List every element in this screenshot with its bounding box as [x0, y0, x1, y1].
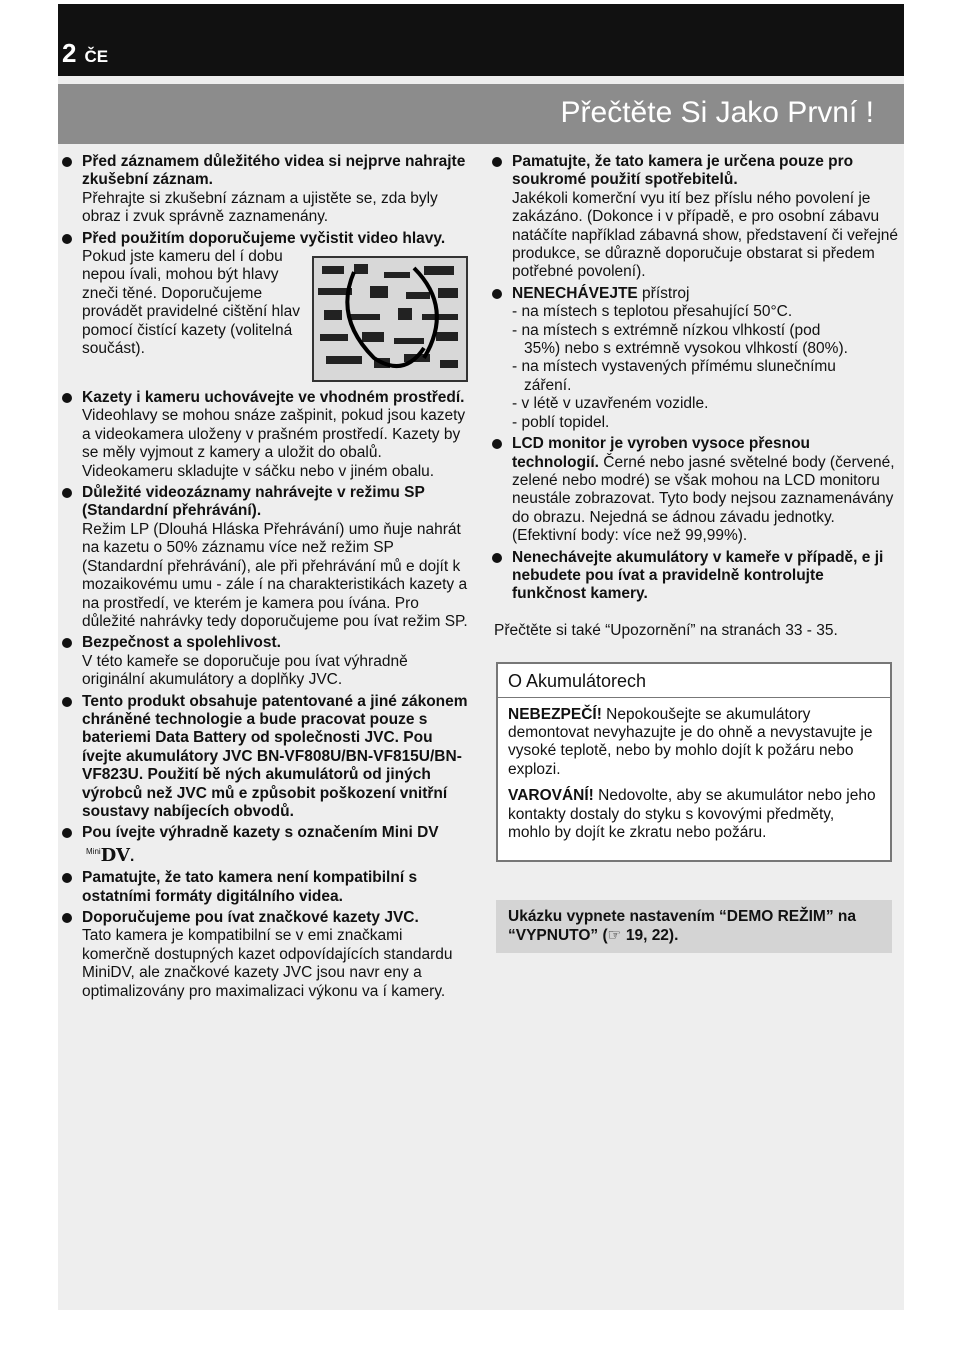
- list-item: [60, 230, 470, 386]
- condition-item: - na místech s teplotou přesahující 50°C.: [512, 303, 793, 321]
- item-heading-bold: LCD monitor je vyroben vysoce přesnou technologií.: [512, 435, 811, 471]
- bullet-icon: [62, 157, 72, 167]
- page-number: [62, 38, 108, 69]
- item-heading-bold: NENECHÁVEJTE: [512, 284, 638, 302]
- bullet-icon: [62, 488, 72, 498]
- item-text: Tato kamera je kompatibilní se v emi značkami komerčně dostupných kazet odpovídajících standardu MiniDV, ale značkové kazety JVC jsou navr eny a optimalizovány pro maximalizaci výkonu va í kamery.: [82, 927, 453, 1000]
- item-heading: Nenechávejte akumulátory v kameře v případě, e ji nebudete pou ívat a pravidelně kontrolujte funkčnost kamery.: [512, 548, 884, 603]
- warning-text: Nedovolte, aby se akumulátor nebo jeho kontakty dostaly do styku s kovovými předměty, mohlo by dojít ke zkratu nebo požáru.: [508, 787, 876, 841]
- list-item: [60, 824, 470, 866]
- bullet-icon: [62, 913, 72, 923]
- condition-item: - na místech s extrémně nízkou vlhkostí (pod: [512, 321, 821, 339]
- list-item: [490, 435, 900, 545]
- item-text: Režim LP (Dlouhá Hláska Přehrávání) umo ňuje nahrát na kazetu o 50% záznamu více než režim SP (Standardní přehrávání), ale při přehrávání mů e dojít k mozaikovému umu - zále í na charakteristikách kazety a na prostředí, ve kterém je kamera pou ívána. Pro důležité nahrávky tedy doporučujeme pou ívat režim SP.: [82, 520, 468, 630]
- conditions-list: [512, 303, 900, 432]
- item-text: Černé nebo jasné světelné body (červené, zelené nebo modré) se však mohou na LCD monitoru neustále zobrazovat. Tyto body nejsou zaznamenávány do obrazu. Nejedná se ádnou závadu jednotky. (Efektivní body: více než 99,99%).: [512, 453, 895, 545]
- list-item: [490, 549, 900, 604]
- bullet-icon: [62, 873, 72, 883]
- bullet-icon: [492, 439, 502, 449]
- demo-text: Ukázku vypnete nastavením “DEMO REŽIM” na “VYPNUTO” (: [508, 908, 856, 944]
- mini-dv-logo-icon: [86, 843, 130, 865]
- item-heading: Před použitím doporučujeme vyčistit video hlavy.: [82, 229, 446, 247]
- bullet-icon: [62, 697, 72, 707]
- item-heading: [512, 285, 900, 303]
- item-heading: Pamatujte, že tato kamera je určena pouze pro soukromé použití spotřebitelů.: [512, 153, 854, 189]
- bullet-icon: [62, 828, 72, 838]
- condition-item: - na místech vystavených přímému slunečnímu: [512, 358, 836, 376]
- see-also-note: Přečtěte si také “Upozornění” na stranách 33 - 35.: [494, 621, 838, 639]
- item-heading-text: Pou ívejte výhradně kazety s označením Mini DV: [82, 824, 439, 842]
- item-heading: Doporučujeme pou ívat značkové kazety JVC.: [82, 909, 419, 926]
- condition-item-continued: záření.: [524, 376, 572, 394]
- battery-box-title: O Akumulátorech: [498, 672, 890, 697]
- title-bar: [58, 84, 904, 144]
- head-cleaning-illustration: [312, 256, 468, 382]
- danger-paragraph: [508, 706, 880, 780]
- pointer-hand-icon: ☞: [607, 926, 622, 944]
- bullet-icon: [62, 638, 72, 648]
- list-item: [60, 693, 470, 822]
- language-code: ČE: [84, 47, 109, 66]
- list-item: [60, 153, 470, 227]
- item-heading: Před záznamem důležitého videa si nejprve nahrajte zkušební záznam.: [82, 153, 466, 189]
- danger-text: Nepokoušejte se akumulátory demontovat nevyhazujte je do ohně a nevystavujte je vysoké teplotě, nebo by mohlo dojít k požáru nebo explozi.: [508, 705, 873, 778]
- demo-mode-box: [496, 900, 892, 953]
- item-heading: Důležité videozáznamy nahrávejte v režimu SP (Standardní přehrávání).: [82, 484, 425, 520]
- page-title: Přečtěte Si Jako První !: [560, 96, 874, 129]
- item-text: Jakékoli komerční vyu ití bez příslu ného povolení je zakázáno. (Dokonce i v případě, e pro osobní zábavu natáčíte například zábavná show, představení či veřejné produkce, se důrazně doporučuje obstarat si předem potřebné povolení).: [512, 189, 899, 281]
- battery-info-box: [496, 662, 892, 862]
- list-item: [490, 153, 900, 282]
- bullet-icon: [62, 393, 72, 403]
- bullet-icon: [492, 553, 502, 563]
- list-item: [60, 634, 470, 689]
- left-column: [60, 153, 470, 1004]
- list-item: [60, 909, 470, 1001]
- item-heading-suffix: přístroj: [637, 284, 690, 302]
- list-item: [60, 484, 470, 631]
- list-item: [490, 285, 900, 432]
- demo-pages: 19, 22).: [621, 926, 679, 944]
- list-item: [60, 869, 470, 906]
- danger-label: NEBEZPEČÍ!: [508, 705, 602, 723]
- item-body: [512, 435, 900, 545]
- bullet-icon: [492, 289, 502, 299]
- mini-dv-logo-main: DV: [100, 844, 130, 866]
- item-heading: Pou ívejte výhradně kazety s označením Mini $DV^{Mini}DV$.: [82, 824, 439, 866]
- item-heading: Kazety i kameru uchovávejte ve vhodném prostředí.: [82, 389, 465, 407]
- warning-label: VAROVÁNÍ!: [508, 787, 594, 805]
- item-text: Videohlavy se mohou snáze zašpinit, pokud jsou kazety a videokamera uloženy v prašném prostředí. Kazety by se měly vyjmout z kamery a uložit do obalů. Videokameru skladujte v sáčku nebo v jiném obalu.: [82, 407, 466, 480]
- item-heading: Bezpečnost a spolehlivost.: [82, 634, 281, 652]
- item-heading: Tento produkt obsahuje patentované a jiné zákonem chráněné technologie a bude pracovat pouze s bateriemi Data Battery od společnosti JVC. Pou ívejte akumulátory JVC BN-VF808U/BN-VF815U/BN-VF823U. Použití bě ných akumulátorů od jiných výrobců než JVC mů e způsobit poškození vnitřní soustavy nabíjecích obvodů.: [82, 692, 468, 820]
- list-item: [60, 389, 470, 481]
- page-number-value: 2: [62, 38, 77, 68]
- mini-dv-logo-small: Mini: [86, 846, 101, 856]
- right-column: [490, 153, 900, 953]
- item-text: Přehrajte si zkušební záznam a ujistěte se, zda byly obraz i zvuk správně zaznamenány.: [82, 189, 438, 226]
- condition-item-continued: 35%) nebo s extrémně vysokou vlhkostí (80%).: [524, 340, 848, 358]
- bullet-icon: [62, 234, 72, 244]
- item-text: V této kameře se doporučuje pou ívat výhradně originální akumulátory a doplňky JVC.: [82, 652, 408, 689]
- warning-paragraph: [508, 787, 880, 842]
- item-text: Pokud jste kameru del í dobu nepou ívali, mohou být hlavy zneči těné. Doporučujeme provádět pravidelné cištění hlav pomocí čistící kazety (volitelná součást).: [82, 248, 300, 358]
- header-bar: [58, 4, 904, 76]
- bullet-icon: [492, 157, 502, 167]
- item-heading: Pamatujte, že tato kamera není kompatibilní s ostatními formáty digitálního videa.: [82, 869, 418, 905]
- condition-item: - v létě v uzavřeném vozidle.: [512, 395, 709, 413]
- condition-item: - poblí topidel.: [512, 413, 610, 431]
